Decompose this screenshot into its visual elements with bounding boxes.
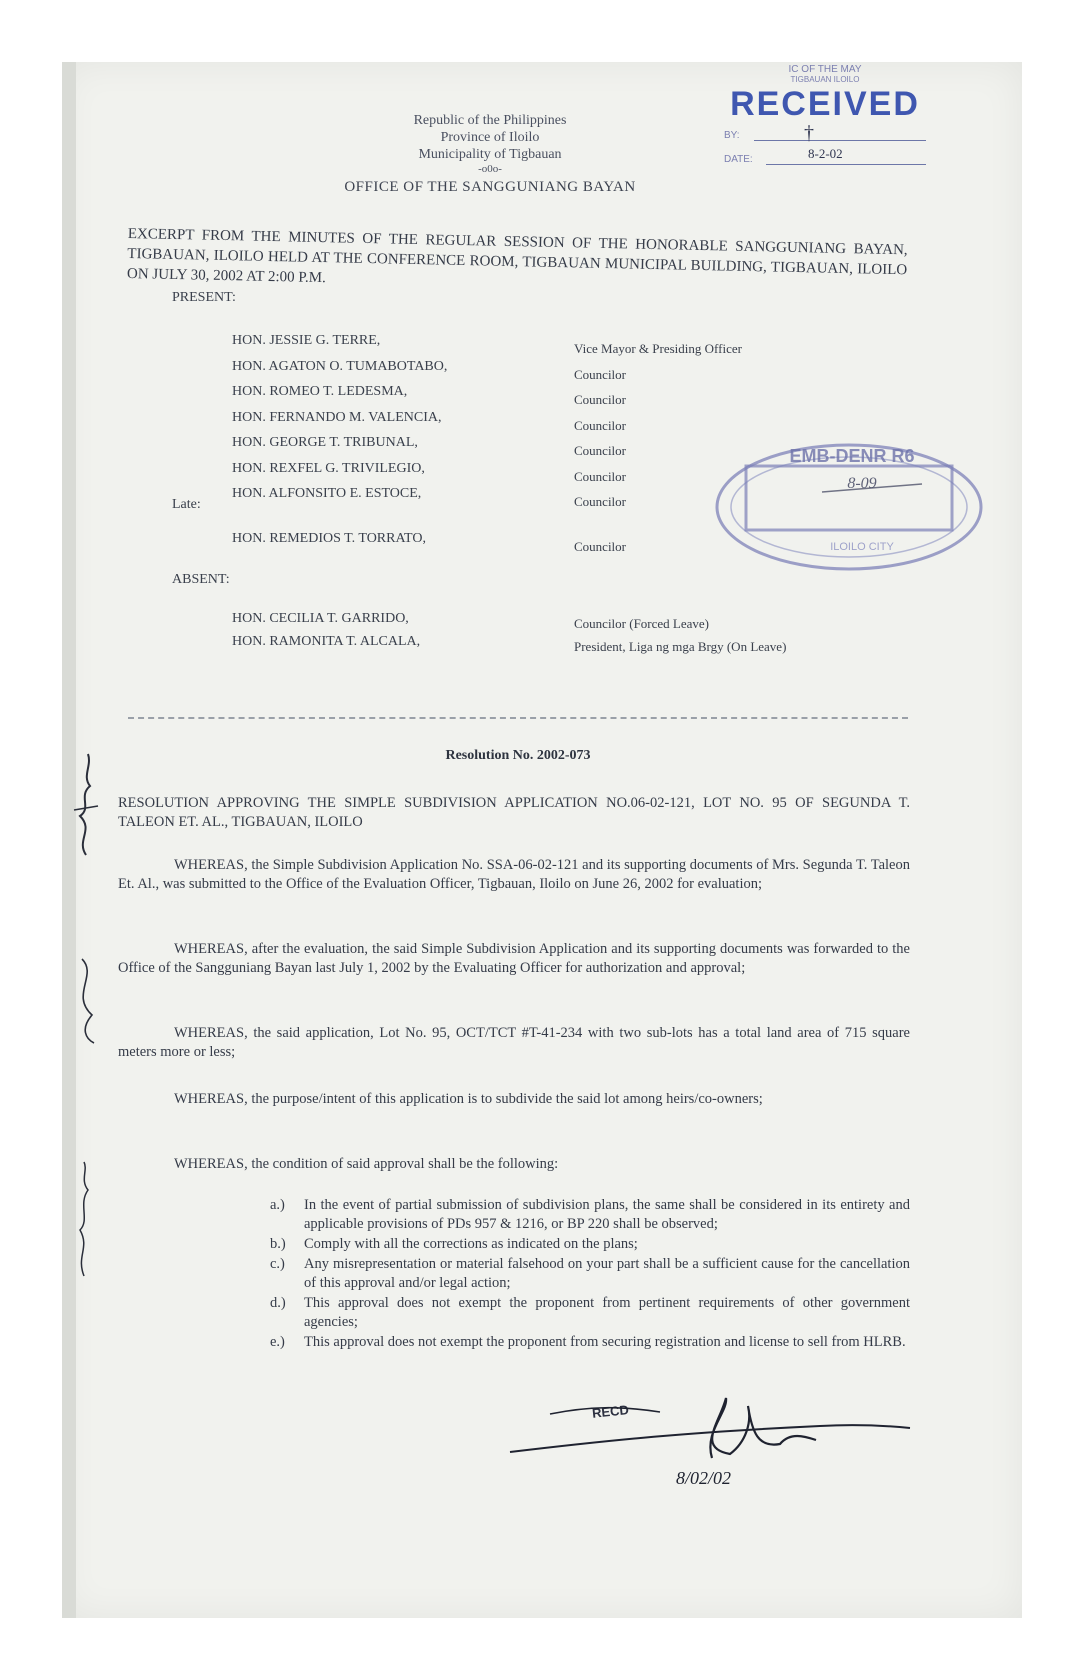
whereas-1: WHEREAS, the Simple Subdivision Application No. SSA-06-02-121 and its supporting documents of Mrs. Segunda T. Taleon Et. Al., was submitted to the Office of the Evaluation Officer, Tigbauan, Iloilo on June 26, 2002 for evaluation; [118, 857, 910, 892]
whereas-2: WHEREAS, after the evaluation, the said Simple Subdivision Application and its supporting documents was forwarded to the Office of the Sangguniang Bayan last July 1, 2002 by the Evaluating Officer for authorization and approval; [118, 941, 910, 976]
whereas-3: WHEREAS, the said application, Lot No. 95, OCT/TCT #T-41-234 with two sub-lots has a total land area of 715 square meters more or less; [118, 1025, 910, 1060]
member-role: Councilor [574, 494, 626, 509]
whereas-4: WHEREAS, the purpose/intent of this application is to subdivide the said lot among heirs/co-owners; [174, 1091, 763, 1107]
condition-item: e.) This approval does not exempt the proponent from securing registration and license to sell from HLRB. [270, 1334, 906, 1350]
margin-initial-bottom [66, 1160, 102, 1280]
member-role: Councilor (Forced Leave) [574, 616, 710, 631]
header-province: Province of Iloilo [440, 130, 540, 145]
whereas-5: WHEREAS, the condition of said approval shall be the following: [174, 1156, 559, 1172]
member-role: President, Liga ng mga Brgy (On Leave) [574, 638, 787, 654]
condition-item: d.) This approval does not exempt the proponent from pertinent requirements of other government agencies; [270, 1295, 910, 1330]
received-by-initials: † [804, 122, 814, 144]
resolution-title: RESOLUTION APPROVING THE SIMPLE SUBDIVISION APPLICATION NO.06-02-121, LOT NO. 95 OF SEGUNDA T. TALEON ET. AL., TIGBAUAN, ILOILO [118, 795, 910, 830]
absent-list [232, 610, 912, 655]
recd-note: RECD [591, 1402, 630, 1421]
received-stamp-office: IC OF THE MAY [788, 64, 862, 75]
member-name: HON. CECILIA T. GARRIDO, [232, 611, 409, 626]
margin-initial-middle [64, 955, 104, 1045]
member-role: Vice Mayor & Presiding Officer [574, 341, 742, 356]
member-name: HON. REXFEL G. TRIVILEGIO, [232, 460, 425, 476]
received-date-value: 8-2-02 [808, 146, 843, 161]
member-name: HON. FERNANDO M. VALENCIA, [232, 409, 442, 425]
margin-initial-top [66, 750, 106, 860]
member-name: HON. REMEDIOS T. TORRATO, [232, 531, 426, 546]
member-name: HON. JESSIE G. TERRE, [232, 333, 381, 348]
header-separator: -o0o- [478, 163, 502, 175]
member-role: Councilor [574, 417, 626, 433]
condition-item: c.) Any misrepresentation or material falsehood on your part shall be a sufficient cause for the cancellation of this approval and/or legal action; [270, 1256, 910, 1291]
member-role: Councilor [574, 366, 626, 382]
emb-stamp-date: 8-09 [847, 475, 877, 492]
member-role: Councilor [574, 392, 626, 407]
received-stamp-place: TIGBAUAN ILOILO [790, 75, 860, 84]
present-label: PRESENT: [172, 290, 236, 305]
condition-item: a.) In the event of partial submission of subdivision plans, the same shall be considered in its entirety and applicable provisions of PDs 957 & 1216, or BP 220 shall be observed; [270, 1197, 910, 1232]
condition-item: b.) Comply with all the corrections as indicated on the plans; [270, 1236, 638, 1252]
member-role: Councilor [574, 539, 626, 554]
received-stamp [720, 64, 930, 194]
header-municipality: Municipality of Tigbauan [418, 147, 562, 162]
member-name: HON. GEORGE T. TRIBUNAL, [232, 435, 418, 450]
member-name: HON. AGATON O. TUMABOTABO, [232, 358, 448, 374]
header-office: OFFICE OF THE SANGGUNIANG BAYAN [344, 179, 636, 195]
letterhead [300, 112, 680, 196]
absent-label: ABSENT: [172, 572, 230, 587]
signature-date: 8/02/02 [676, 1468, 732, 1488]
approval-conditions [270, 1196, 910, 1353]
received-by-label: BY: [724, 130, 740, 141]
minutes-excerpt: EXCERPT FROM THE MINUTES OF THE REGULAR SESSION OF THE HONORABLE SANGGUNIANG BAYAN, TIGBAUAN, ILOILO HELD AT THE CONFERENCE ROOM, TIGBAUAN MUNICIPAL BUILDING, TIGBAUAN, ILOILO ON JULY 30, 2002 AT 2:00 P.M. [126, 225, 908, 287]
received-date-label: DATE: [724, 154, 753, 165]
resolution-number: Resolution No. 2002-073 [445, 748, 591, 763]
received-stamp-word: RECEIVED [730, 85, 920, 123]
member-name: HON. ALFONSITO E. ESTOCE, [232, 486, 422, 501]
emb-stamp-title: EMB-DENR R6 [789, 446, 915, 466]
late-list [232, 530, 892, 556]
member-role: Councilor [574, 443, 626, 458]
emb-stamp-city: ILOILO CITY [830, 541, 894, 553]
header-republic: Republic of the Philippines [413, 113, 567, 128]
member-name: HON. RAMONITA T. ALCALA, [232, 633, 421, 649]
section-divider [128, 717, 908, 719]
member-name: HON. ROMEO T. LEDESMA, [232, 384, 408, 399]
late-label: Late: [172, 497, 201, 512]
member-role: Councilor [574, 468, 626, 484]
